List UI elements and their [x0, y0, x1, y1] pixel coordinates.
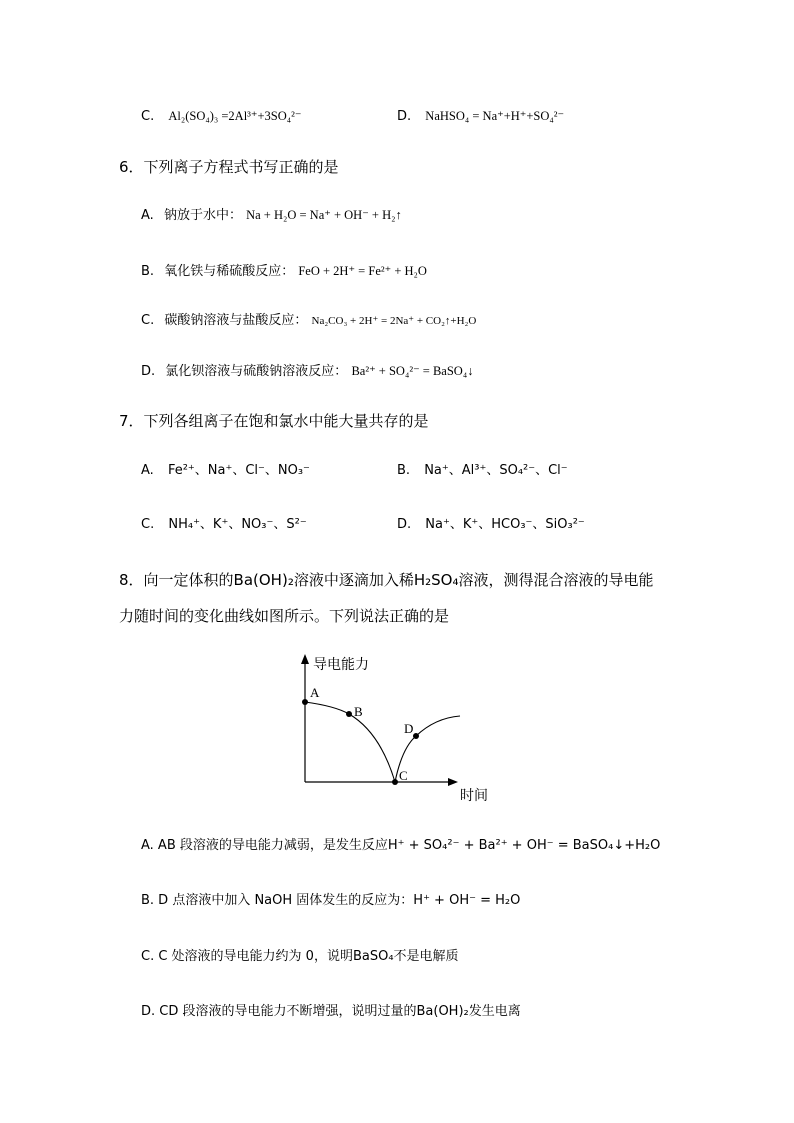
q6-option-c-formula: Na₂CO₃ + 2H⁺ = 2Na⁺ + CO₂↑+H₂O [311, 315, 477, 327]
point-a-label: A [310, 685, 320, 700]
q8-option-c-text: C. C 处溶液的导电能力约为 0，说明BaSO₄不是电解质 [141, 949, 459, 964]
q6-option-a [141, 206, 402, 225]
q6-option-d-text: 氯化钡溶液与硫酸钠溶液反应： [165, 364, 348, 379]
x-axis-label: 时间 [460, 788, 488, 804]
q6-option-d-label: D. [141, 364, 156, 379]
q8-option-b [141, 892, 520, 910]
q8-stem-line1: 8．向一定体积的Ba(OH)₂溶液中逐滴加入稀H₂SO₄溶液，测得混合溶液的导电能 [119, 571, 654, 589]
conductivity-chart [280, 650, 540, 810]
q6-option-c [141, 312, 476, 330]
point-a [302, 699, 308, 705]
q6-option-b [141, 262, 427, 281]
q5-option-c [141, 107, 302, 126]
point-d-label: D [404, 721, 414, 736]
q6-option-c-text: 碳酸钠溶液与盐酸反应： [164, 313, 308, 328]
q6-stem: 6．下列离子方程式书写正确的是 [119, 158, 339, 176]
q7-option-c [141, 516, 307, 534]
q6-option-a-formula: Na + H₂O = Na⁺ + OH⁻ + H₂↑ [246, 208, 402, 222]
q6-option-b-label: B. [141, 264, 155, 279]
q7-option-a [141, 462, 310, 480]
q7-option-c-label: C. [141, 517, 155, 532]
q8-stem-line2: 力随时间的变化曲线如图所示。下列说法正确的是 [119, 607, 450, 625]
q8-option-a-text: A. AB 段溶液的导电能力减弱，是发生反应H⁺ + SO₄²⁻ + Ba²⁺ + OH⁻ = BaSO₄↓+H₂O [141, 838, 661, 853]
x-axis-arrow [448, 778, 458, 786]
q5-option-d [397, 107, 564, 126]
q6-option-b-formula: FeO + 2H⁺ = Fe²⁺ + H₂O [298, 264, 427, 278]
point-c [392, 779, 398, 785]
point-c-label: C [399, 768, 408, 783]
q5-option-c-label: C. [141, 109, 155, 124]
q7-option-b-label: B. [397, 463, 411, 478]
point-d [413, 733, 419, 739]
q7-option-b [397, 462, 568, 480]
q6-option-a-text: 钠放于水中： [163, 208, 242, 223]
q7-option-c-formula: NH₄⁺、K⁺、NO₃⁻、S²⁻ [168, 517, 307, 532]
q7-stem: 7．下列各组离子在饱和氯水中能大量共存的是 [119, 412, 429, 430]
q7-option-d-label: D. [397, 517, 412, 532]
q8-option-c [141, 948, 459, 966]
q5-option-d-label: D. [397, 109, 412, 124]
q7-option-d-formula: Na⁺、K⁺、HCO₃⁻、SiO₃²⁻ [425, 517, 585, 532]
q7-option-a-formula: Fe²⁺、Na⁺、Cl⁻、NO₃⁻ [167, 463, 310, 478]
q7-option-d [397, 516, 585, 534]
q8-option-d [141, 1003, 521, 1021]
q6-option-a-label: A. [141, 208, 154, 223]
q6-option-c-label: C. [141, 313, 155, 328]
q8-option-a [141, 837, 660, 855]
point-b [346, 711, 352, 717]
q7-option-b-formula: Na⁺、Al³⁺、SO₄²⁻、Cl⁻ [424, 463, 568, 478]
q8-option-b-text: B. D 点溶液中加入 NaOH 固体发生的反应为：H⁺ + OH⁻ = H₂O [141, 893, 521, 908]
y-axis-label: 导电能力 [313, 657, 369, 673]
q6-option-d [141, 362, 473, 381]
q7-option-a-label: A. [141, 463, 154, 478]
q8-option-d-text: D. CD 段溶液的导电能力不断增强，说明过量的Ba(OH)₂发生电离 [141, 1004, 521, 1019]
point-b-label: B [354, 704, 363, 719]
q6-option-d-formula: Ba²⁺ + SO₄²⁻ = BaSO₄↓ [351, 364, 474, 378]
q6-option-b-text: 氧化铁与稀硫酸反应： [164, 264, 295, 279]
y-axis-arrow [301, 654, 309, 664]
q5-option-c-formula: Al₂(SO₄)₃ =2Al³⁺+3SO₄²⁻ [168, 109, 302, 123]
q5-option-d-formula: NaHSO₄ = Na⁺+H⁺+SO₄²⁻ [425, 109, 565, 123]
